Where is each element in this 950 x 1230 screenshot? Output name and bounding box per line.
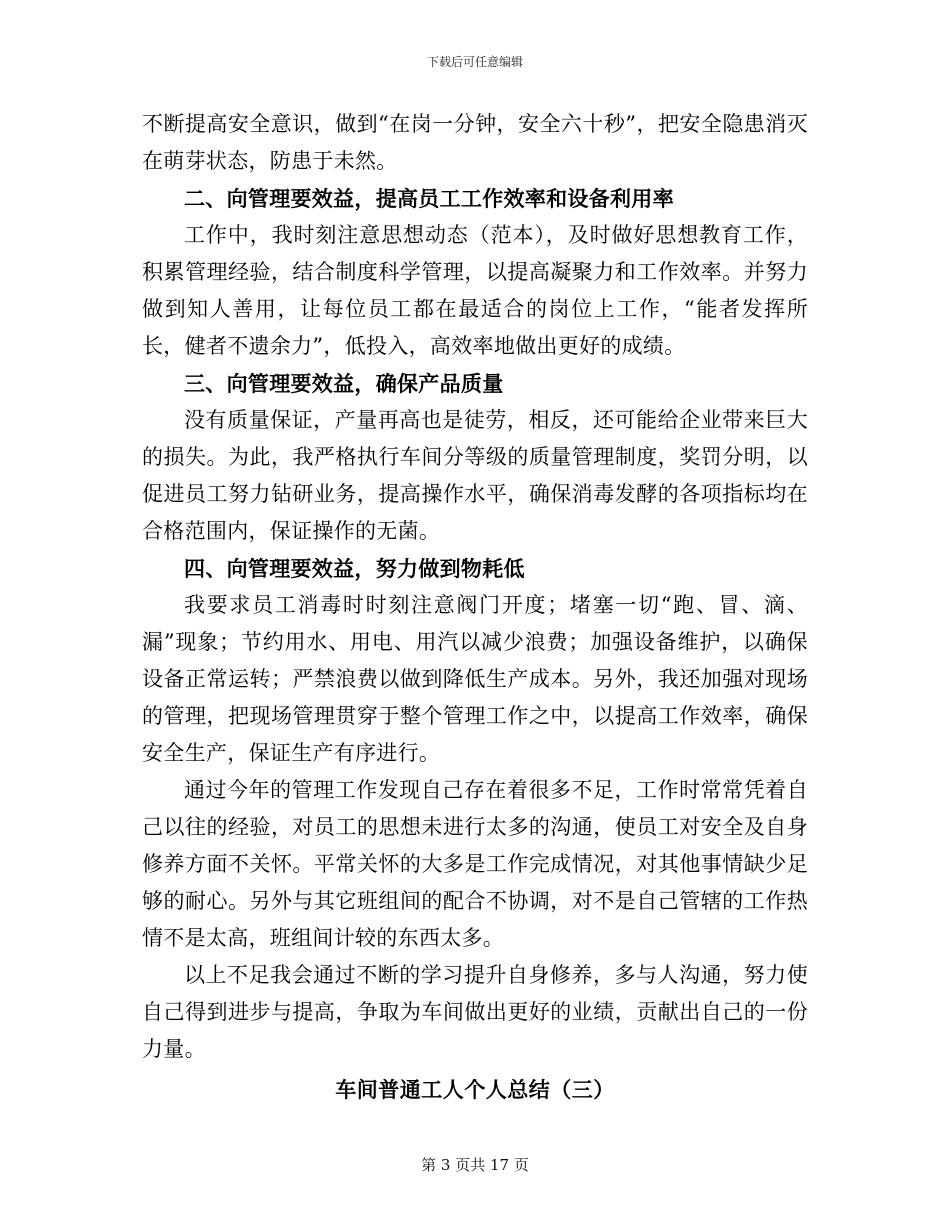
paragraph-quality: 没有质量保证，产量再高也是徒劳，相反，还可能给企业带来巨大的损失。为此，我严格执行车间分等级的质量管理制度，奖罚分明，以促进员工努力钻研业务，提高操作水平，确保消毒发酵的各项指标均在合格范围内，保证操作的无菌。 bbox=[142, 408, 808, 543]
paragraph-continuation: 不断提高安全意识，做到“在岗一分钟，安全六十秒”，把安全隐患消灭在萌芽状态，防患于未然。 bbox=[142, 112, 808, 173]
section-heading-2: 二、向管理要效益，提高员工工作效率和设备利用率 bbox=[184, 186, 674, 211]
page-footer: 第 3 页共 17 页 bbox=[421, 1156, 529, 1174]
document-body bbox=[142, 106, 808, 1108]
paragraph-efficiency: 工作中，我时刻注意思想动态（范本），及时做好思想教育工作，积累管理经验，结合制度科学管理，以提高凝聚力和工作效率。并努力做到知人善用，让每位员工都在最适合的岗位上工作，“能者发挥所长，健者不遗余力”，低投入，高效率地做出更好的成绩。 bbox=[142, 223, 808, 358]
paragraph-improvement: 以上不足我会通过不断的学习提升自身修养，多与人沟通，努力使自己得到进步与提高，争取为车间做出更好的业绩，贡献出自己的一份力量。 bbox=[142, 963, 808, 1061]
section-heading-3: 三、向管理要效益，确保产品质量 bbox=[184, 371, 504, 396]
paragraph-consumption: 我要求员工消毒时时刻注意阀门开度；堵塞一切“跑、冒、滴、漏”现象；节约用水、用电、用汽以减少浪费；加强设备维护，以确保设备正常运转；严禁浪费以做到降低生产成本。另外，我还加强对现场的管理，把现场管理贯穿于整个管理工作之中，以提高工作效率，确保安全生产，保证生产有序进行。 bbox=[142, 593, 808, 765]
header-note: 下载后可任意编辑 bbox=[426, 55, 523, 69]
paragraph-shortcomings: 通过今年的管理工作发现自己存在着很多不足，工作时常常凭着自己以往的经验，对员工的思想未进行太多的沟通，使员工对安全及自身修养方面不关怀。平常关怀的大多是工作完成情况，对其他事情缺少足够的耐心。另外与其它班组间的配合不协调，对不是自己管辖的工作热情不是太高，班组间计较的东西太多。 bbox=[142, 778, 808, 950]
document-title: 车间普通工人个人总结（三） bbox=[335, 1077, 615, 1102]
section-heading-4: 四、向管理要效益，努力做到物耗低 bbox=[184, 556, 525, 581]
